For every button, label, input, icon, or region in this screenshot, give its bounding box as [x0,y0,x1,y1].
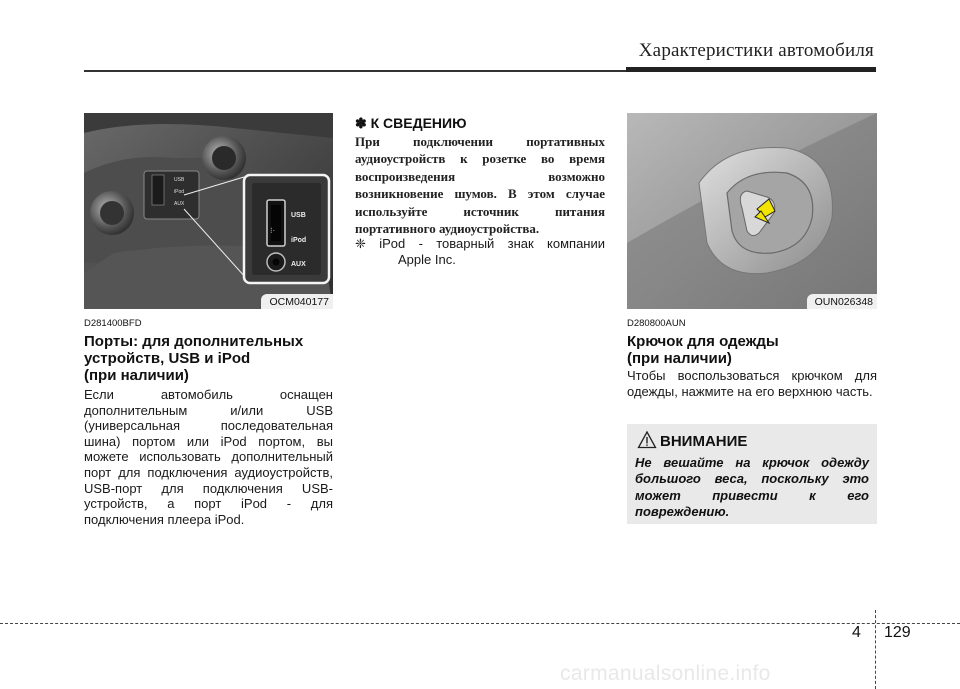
ipod-label: iPod [291,237,307,244]
aux-label: AUX [291,261,306,268]
section-title-line: устройств, USB и iPod [84,350,251,367]
info-heading: ✽ К СВЕДЕНИЮ [355,115,467,131]
figure-caption: OCM040177 [261,294,333,309]
warning-body: Не вешайте на крючок одежду большого веса, поскольку это может привести к его повреждению. [635,455,869,519]
usb-label: USB [291,212,306,219]
footer-divider [875,610,876,689]
warning-triangle-icon [637,430,657,450]
svg-text:iPod: iPod [174,189,185,195]
section-title-line: Порты: для дополнительных [84,333,304,350]
trademark-note [355,236,605,268]
section-body: Чтобы воспользоваться крючком для одежды, нажмите на его верхнюю часть. [627,368,877,399]
section-title [627,333,877,367]
section-code: D281400BFD [84,318,142,329]
header-title: Характеристики автомобиля [638,40,874,61]
header-rule-accent [626,67,876,72]
svg-text:USB: USB [174,177,185,183]
watermark-text: carmanualsonline.info [560,662,771,685]
trademark-note-line: Apple Inc. [398,252,456,267]
svg-text:AUX: AUX [174,201,185,207]
ports-figure [84,113,333,309]
svg-text:⁝·: ⁝· [270,226,276,235]
section-title [84,333,334,384]
footer-rule [0,623,960,624]
section-code: D280800AUN [627,318,686,329]
section-title-line: (при наличии) [627,350,732,367]
section-title-line: (при наличии) [84,367,189,384]
warning-title: ВНИМАНИЕ [660,433,748,450]
coat-hook-figure [627,113,877,309]
chapter-number: 4 [852,624,861,641]
trademark-note-line: ❈ iPod - товарный знак компании [355,236,605,251]
coat-hook-illustration [627,113,877,309]
section-body: Если автомобиль оснащен дополнительным и/или USB (универсальная последовательная шина) портом или iPod портом, вы можете использовать дополнительный порт для подключения аудиоустройств, USB-порт для подключения USB-устройств, а порт iPod - для подключения плеера iPod. [84,387,333,527]
figure-caption: OUN026348 [807,294,877,309]
ports-illustration [84,113,333,309]
section-title-line: Крючок для одежды [627,333,779,350]
info-body: При подключении портативных аудиоустройств к розетке во время воспроизведения возможно возникновение шумов. В этом случае используйте источник питания портативного аудиоустройства. [355,134,605,237]
page-number: 129 [884,624,911,641]
